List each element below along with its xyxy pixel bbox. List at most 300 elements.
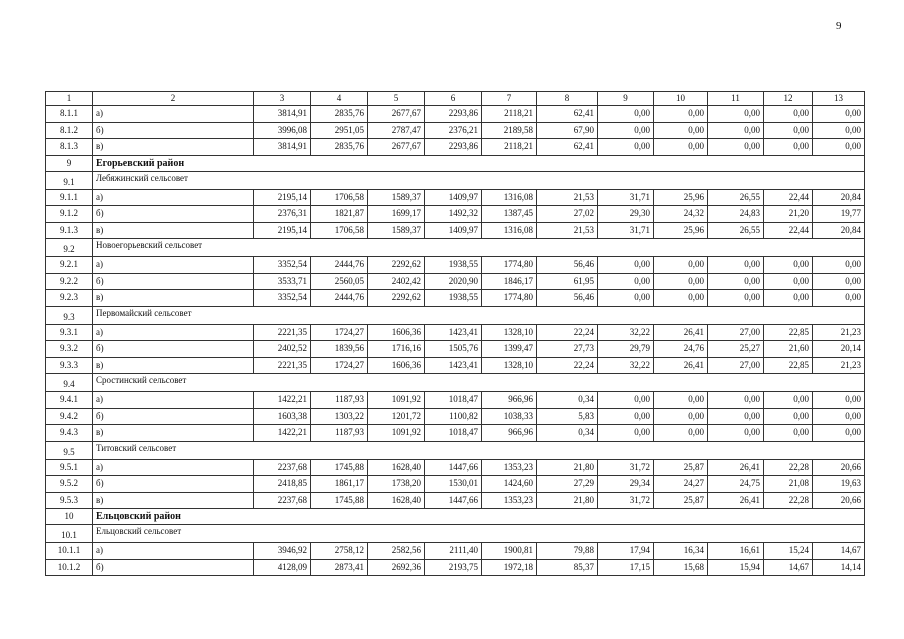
value-cell: 61,95 [537, 273, 598, 290]
row-number: 9.1.3 [46, 222, 93, 239]
value-cell: 0,00 [708, 425, 764, 442]
value-cell: 1530,01 [425, 476, 482, 493]
value-cell: 1706,58 [311, 222, 368, 239]
column-header: 11 [708, 92, 764, 106]
value-cell: 1187,93 [311, 425, 368, 442]
council-name: Титовский сельсовет [93, 441, 865, 459]
value-cell: 2193,75 [425, 559, 482, 576]
table-row [46, 257, 865, 274]
row-number: 9.3 [46, 306, 93, 324]
value-cell: 0,00 [813, 122, 865, 139]
table-row [46, 122, 865, 139]
value-cell: 1091,92 [368, 425, 425, 442]
council-row [46, 525, 865, 543]
value-cell: 1900,81 [482, 543, 537, 560]
value-cell: 3352,54 [254, 290, 311, 307]
value-cell: 26,55 [708, 189, 764, 206]
table-row [46, 139, 865, 156]
value-cell: 31,72 [598, 459, 654, 476]
value-cell: 24,83 [708, 206, 764, 223]
value-cell: 1038,33 [482, 408, 537, 425]
value-cell: 0,00 [598, 257, 654, 274]
value-cell: 20,66 [813, 492, 865, 509]
value-cell: 2293,86 [425, 139, 482, 156]
row-number: 9.1.1 [46, 189, 93, 206]
value-cell: 0,00 [764, 122, 813, 139]
value-cell: 1699,17 [368, 206, 425, 223]
value-cell: 2951,05 [311, 122, 368, 139]
value-cell: 1821,87 [311, 206, 368, 223]
value-cell: 2221,35 [254, 357, 311, 374]
value-cell: 25,96 [654, 189, 708, 206]
row-variant-label: б) [93, 341, 254, 358]
value-cell: 24,27 [654, 476, 708, 493]
row-number: 9.1 [46, 171, 93, 189]
value-cell: 0,00 [598, 273, 654, 290]
row-variant-label: б) [93, 559, 254, 576]
value-cell: 22,85 [764, 324, 813, 341]
value-cell: 2677,67 [368, 106, 425, 123]
value-cell: 0,00 [598, 122, 654, 139]
value-cell: 0,00 [654, 122, 708, 139]
value-cell: 0,34 [537, 392, 598, 409]
value-cell: 0,00 [764, 257, 813, 274]
district-row [46, 509, 865, 525]
value-cell: 29,34 [598, 476, 654, 493]
value-cell: 20,14 [813, 341, 865, 358]
value-cell: 0,00 [708, 106, 764, 123]
row-number: 9.3.2 [46, 341, 93, 358]
table-row [46, 392, 865, 409]
value-cell: 0,00 [654, 290, 708, 307]
value-cell: 25,96 [654, 222, 708, 239]
value-cell: 1422,21 [254, 392, 311, 409]
value-cell: 21,08 [764, 476, 813, 493]
column-header: 1 [46, 92, 93, 106]
value-cell: 2444,76 [311, 257, 368, 274]
header-row [46, 92, 865, 106]
value-cell: 2020,90 [425, 273, 482, 290]
value-cell: 2292,62 [368, 257, 425, 274]
value-cell: 20,84 [813, 189, 865, 206]
value-cell: 3352,54 [254, 257, 311, 274]
value-cell: 0,00 [598, 392, 654, 409]
table-row [46, 341, 865, 358]
row-number: 9.4.2 [46, 408, 93, 425]
table-row [46, 222, 865, 239]
table-row [46, 476, 865, 493]
row-number: 10 [46, 509, 93, 525]
value-cell: 0,00 [813, 257, 865, 274]
value-cell: 2111,40 [425, 543, 482, 560]
value-cell: 2418,85 [254, 476, 311, 493]
value-cell: 2758,12 [311, 543, 368, 560]
column-header: 5 [368, 92, 425, 106]
value-cell: 24,75 [708, 476, 764, 493]
value-cell: 2195,14 [254, 189, 311, 206]
value-cell: 1100,82 [425, 408, 482, 425]
value-cell: 1606,36 [368, 324, 425, 341]
value-cell: 2376,21 [425, 122, 482, 139]
value-cell: 1846,17 [482, 273, 537, 290]
row-variant-label: б) [93, 273, 254, 290]
value-cell: 67,90 [537, 122, 598, 139]
value-cell: 62,41 [537, 139, 598, 156]
value-cell: 29,30 [598, 206, 654, 223]
row-number: 10.1.1 [46, 543, 93, 560]
value-cell: 0,00 [764, 392, 813, 409]
value-cell: 2560,05 [311, 273, 368, 290]
value-cell: 0,00 [654, 106, 708, 123]
value-cell: 31,71 [598, 222, 654, 239]
value-cell: 1589,37 [368, 222, 425, 239]
value-cell: 0,00 [708, 139, 764, 156]
value-cell: 1606,36 [368, 357, 425, 374]
row-number: 9.2.1 [46, 257, 93, 274]
value-cell: 0,00 [764, 425, 813, 442]
value-cell: 1303,22 [311, 408, 368, 425]
value-cell: 1353,23 [482, 459, 537, 476]
value-cell: 26,55 [708, 222, 764, 239]
value-cell: 2376,31 [254, 206, 311, 223]
value-cell: 2118,21 [482, 139, 537, 156]
row-number: 8.1.1 [46, 106, 93, 123]
value-cell: 1018,47 [425, 392, 482, 409]
row-variant-label: в) [93, 139, 254, 156]
row-variant-label: в) [93, 357, 254, 374]
column-header: 3 [254, 92, 311, 106]
value-cell: 0,00 [598, 139, 654, 156]
council-row [46, 239, 865, 257]
value-cell: 1424,60 [482, 476, 537, 493]
value-cell: 16,34 [654, 543, 708, 560]
value-cell: 0,00 [654, 408, 708, 425]
value-cell: 26,41 [708, 459, 764, 476]
value-cell: 25,27 [708, 341, 764, 358]
value-cell: 21,20 [764, 206, 813, 223]
value-cell: 0,00 [813, 392, 865, 409]
value-cell: 1353,23 [482, 492, 537, 509]
district-row [46, 155, 865, 171]
value-cell: 24,76 [654, 341, 708, 358]
table-row [46, 357, 865, 374]
table-row [46, 106, 865, 123]
value-cell: 0,00 [813, 273, 865, 290]
value-cell: 1018,47 [425, 425, 482, 442]
value-cell: 1738,20 [368, 476, 425, 493]
table-row [46, 189, 865, 206]
row-number: 9.5.3 [46, 492, 93, 509]
tariff-table [45, 91, 865, 576]
row-variant-label: а) [93, 106, 254, 123]
value-cell: 2692,36 [368, 559, 425, 576]
value-cell: 0,00 [654, 392, 708, 409]
row-variant-label: б) [93, 122, 254, 139]
value-cell: 0,00 [708, 290, 764, 307]
table-row [46, 290, 865, 307]
table-row [46, 559, 865, 576]
row-variant-label: б) [93, 408, 254, 425]
value-cell: 24,32 [654, 206, 708, 223]
value-cell: 26,41 [654, 324, 708, 341]
value-cell: 0,00 [764, 290, 813, 307]
value-cell: 17,94 [598, 543, 654, 560]
value-cell: 21,60 [764, 341, 813, 358]
council-row [46, 374, 865, 392]
value-cell: 22,44 [764, 222, 813, 239]
value-cell: 1492,32 [425, 206, 482, 223]
value-cell: 21,23 [813, 357, 865, 374]
value-cell: 1603,38 [254, 408, 311, 425]
value-cell: 1972,18 [482, 559, 537, 576]
table-row [46, 273, 865, 290]
value-cell: 0,00 [764, 106, 813, 123]
value-cell: 1745,88 [311, 492, 368, 509]
value-cell: 0,00 [654, 257, 708, 274]
value-cell: 20,66 [813, 459, 865, 476]
value-cell: 2787,47 [368, 122, 425, 139]
value-cell: 22,28 [764, 492, 813, 509]
column-header: 6 [425, 92, 482, 106]
page-number: 9 [836, 20, 842, 32]
value-cell: 1589,37 [368, 189, 425, 206]
value-cell: 1409,97 [425, 222, 482, 239]
row-variant-label: а) [93, 189, 254, 206]
row-variant-label: а) [93, 324, 254, 341]
value-cell: 0,00 [708, 408, 764, 425]
value-cell: 1724,27 [311, 357, 368, 374]
value-cell: 2582,56 [368, 543, 425, 560]
value-cell: 22,44 [764, 189, 813, 206]
value-cell: 27,29 [537, 476, 598, 493]
row-variant-label: а) [93, 392, 254, 409]
row-number: 10.1.2 [46, 559, 93, 576]
value-cell: 14,67 [813, 543, 865, 560]
value-cell: 21,53 [537, 189, 598, 206]
value-cell: 966,96 [482, 425, 537, 442]
value-cell: 1387,45 [482, 206, 537, 223]
value-cell: 15,68 [654, 559, 708, 576]
value-cell: 27,00 [708, 324, 764, 341]
value-cell: 21,80 [537, 459, 598, 476]
table-row [46, 459, 865, 476]
row-number: 9.4 [46, 374, 93, 392]
value-cell: 21,80 [537, 492, 598, 509]
value-cell: 15,94 [708, 559, 764, 576]
value-cell: 2292,62 [368, 290, 425, 307]
value-cell: 2835,76 [311, 106, 368, 123]
row-number: 10.1 [46, 525, 93, 543]
value-cell: 0,00 [598, 425, 654, 442]
table-row [46, 492, 865, 509]
value-cell: 20,84 [813, 222, 865, 239]
column-header: 10 [654, 92, 708, 106]
value-cell: 27,73 [537, 341, 598, 358]
value-cell: 1938,55 [425, 290, 482, 307]
table-row [46, 408, 865, 425]
value-cell: 1422,21 [254, 425, 311, 442]
value-cell: 1316,08 [482, 222, 537, 239]
value-cell: 2195,14 [254, 222, 311, 239]
row-number: 8.1.2 [46, 122, 93, 139]
value-cell: 0,00 [764, 273, 813, 290]
value-cell: 1628,40 [368, 492, 425, 509]
value-cell: 3814,91 [254, 139, 311, 156]
table-row [46, 543, 865, 560]
value-cell: 32,22 [598, 357, 654, 374]
row-variant-label: а) [93, 459, 254, 476]
value-cell: 1861,17 [311, 476, 368, 493]
value-cell: 0,00 [708, 122, 764, 139]
column-header: 13 [813, 92, 865, 106]
value-cell: 966,96 [482, 392, 537, 409]
value-cell: 2237,68 [254, 459, 311, 476]
row-number: 9 [46, 155, 93, 171]
value-cell: 3996,08 [254, 122, 311, 139]
value-cell: 2237,68 [254, 492, 311, 509]
value-cell: 1447,66 [425, 492, 482, 509]
value-cell: 17,15 [598, 559, 654, 576]
row-variant-label: в) [93, 425, 254, 442]
value-cell: 0,00 [654, 139, 708, 156]
value-cell: 22,24 [537, 324, 598, 341]
row-number: 8.1.3 [46, 139, 93, 156]
value-cell: 21,23 [813, 324, 865, 341]
value-cell: 3814,91 [254, 106, 311, 123]
row-variant-label: в) [93, 222, 254, 239]
row-number: 9.3.3 [46, 357, 93, 374]
value-cell: 29,79 [598, 341, 654, 358]
value-cell: 0,00 [598, 408, 654, 425]
value-cell: 79,88 [537, 543, 598, 560]
table-row [46, 206, 865, 223]
value-cell: 5,83 [537, 408, 598, 425]
row-number: 9.3.1 [46, 324, 93, 341]
row-variant-label: в) [93, 492, 254, 509]
value-cell: 2221,35 [254, 324, 311, 341]
value-cell: 1839,56 [311, 341, 368, 358]
value-cell: 19,77 [813, 206, 865, 223]
value-cell: 1716,16 [368, 341, 425, 358]
value-cell: 2677,67 [368, 139, 425, 156]
council-name: Ельцовский сельсовет [93, 525, 865, 543]
column-header: 2 [93, 92, 254, 106]
value-cell: 14,14 [813, 559, 865, 576]
row-variant-label: в) [93, 290, 254, 307]
row-variant-label: а) [93, 257, 254, 274]
value-cell: 1091,92 [368, 392, 425, 409]
value-cell: 1447,66 [425, 459, 482, 476]
row-number: 9.4.3 [46, 425, 93, 442]
value-cell: 0,00 [813, 106, 865, 123]
value-cell: 1774,80 [482, 257, 537, 274]
row-variant-label: а) [93, 543, 254, 560]
value-cell: 0,00 [813, 290, 865, 307]
column-header: 9 [598, 92, 654, 106]
value-cell: 2189,58 [482, 122, 537, 139]
value-cell: 1745,88 [311, 459, 368, 476]
column-header: 4 [311, 92, 368, 106]
column-header: 12 [764, 92, 813, 106]
row-number: 9.5 [46, 441, 93, 459]
value-cell: 85,37 [537, 559, 598, 576]
value-cell: 3946,92 [254, 543, 311, 560]
column-header: 8 [537, 92, 598, 106]
row-variant-label: б) [93, 206, 254, 223]
value-cell: 1505,76 [425, 341, 482, 358]
value-cell: 22,28 [764, 459, 813, 476]
district-name: Егорьевский район [93, 155, 865, 171]
value-cell: 2293,86 [425, 106, 482, 123]
value-cell: 2118,21 [482, 106, 537, 123]
row-number: 9.2.2 [46, 273, 93, 290]
value-cell: 0,00 [598, 290, 654, 307]
row-number: 9.4.1 [46, 392, 93, 409]
value-cell: 62,41 [537, 106, 598, 123]
value-cell: 0,00 [813, 408, 865, 425]
value-cell: 0,00 [813, 425, 865, 442]
value-cell: 2402,52 [254, 341, 311, 358]
value-cell: 0,00 [654, 425, 708, 442]
value-cell: 19,63 [813, 476, 865, 493]
value-cell: 27,02 [537, 206, 598, 223]
value-cell: 1774,80 [482, 290, 537, 307]
value-cell: 0,00 [764, 139, 813, 156]
council-row [46, 441, 865, 459]
value-cell: 1399,47 [482, 341, 537, 358]
table-row [46, 324, 865, 341]
value-cell: 1316,08 [482, 189, 537, 206]
table-row [46, 425, 865, 442]
value-cell: 15,24 [764, 543, 813, 560]
value-cell: 21,53 [537, 222, 598, 239]
council-row [46, 171, 865, 189]
value-cell: 25,87 [654, 492, 708, 509]
value-cell: 0,00 [708, 273, 764, 290]
value-cell: 1724,27 [311, 324, 368, 341]
value-cell: 31,72 [598, 492, 654, 509]
value-cell: 0,00 [708, 392, 764, 409]
value-cell: 32,22 [598, 324, 654, 341]
value-cell: 4128,09 [254, 559, 311, 576]
value-cell: 2835,76 [311, 139, 368, 156]
value-cell: 0,34 [537, 425, 598, 442]
district-name: Ельцовский район [93, 509, 865, 525]
value-cell: 1201,72 [368, 408, 425, 425]
value-cell: 2873,41 [311, 559, 368, 576]
value-cell: 27,00 [708, 357, 764, 374]
column-header: 7 [482, 92, 537, 106]
value-cell: 26,41 [654, 357, 708, 374]
value-cell: 0,00 [764, 408, 813, 425]
value-cell: 2444,76 [311, 290, 368, 307]
value-cell: 1187,93 [311, 392, 368, 409]
value-cell: 1706,58 [311, 189, 368, 206]
row-variant-label: б) [93, 476, 254, 493]
council-name: Сростинский сельсовет [93, 374, 865, 392]
value-cell: 2402,42 [368, 273, 425, 290]
value-cell: 1938,55 [425, 257, 482, 274]
value-cell: 56,46 [537, 257, 598, 274]
value-cell: 22,24 [537, 357, 598, 374]
value-cell: 1328,10 [482, 324, 537, 341]
value-cell: 26,41 [708, 492, 764, 509]
value-cell: 1628,40 [368, 459, 425, 476]
row-number: 9.5.2 [46, 476, 93, 493]
council-name: Новоегорьевский сельсовет [93, 239, 865, 257]
value-cell: 0,00 [598, 106, 654, 123]
value-cell: 25,87 [654, 459, 708, 476]
